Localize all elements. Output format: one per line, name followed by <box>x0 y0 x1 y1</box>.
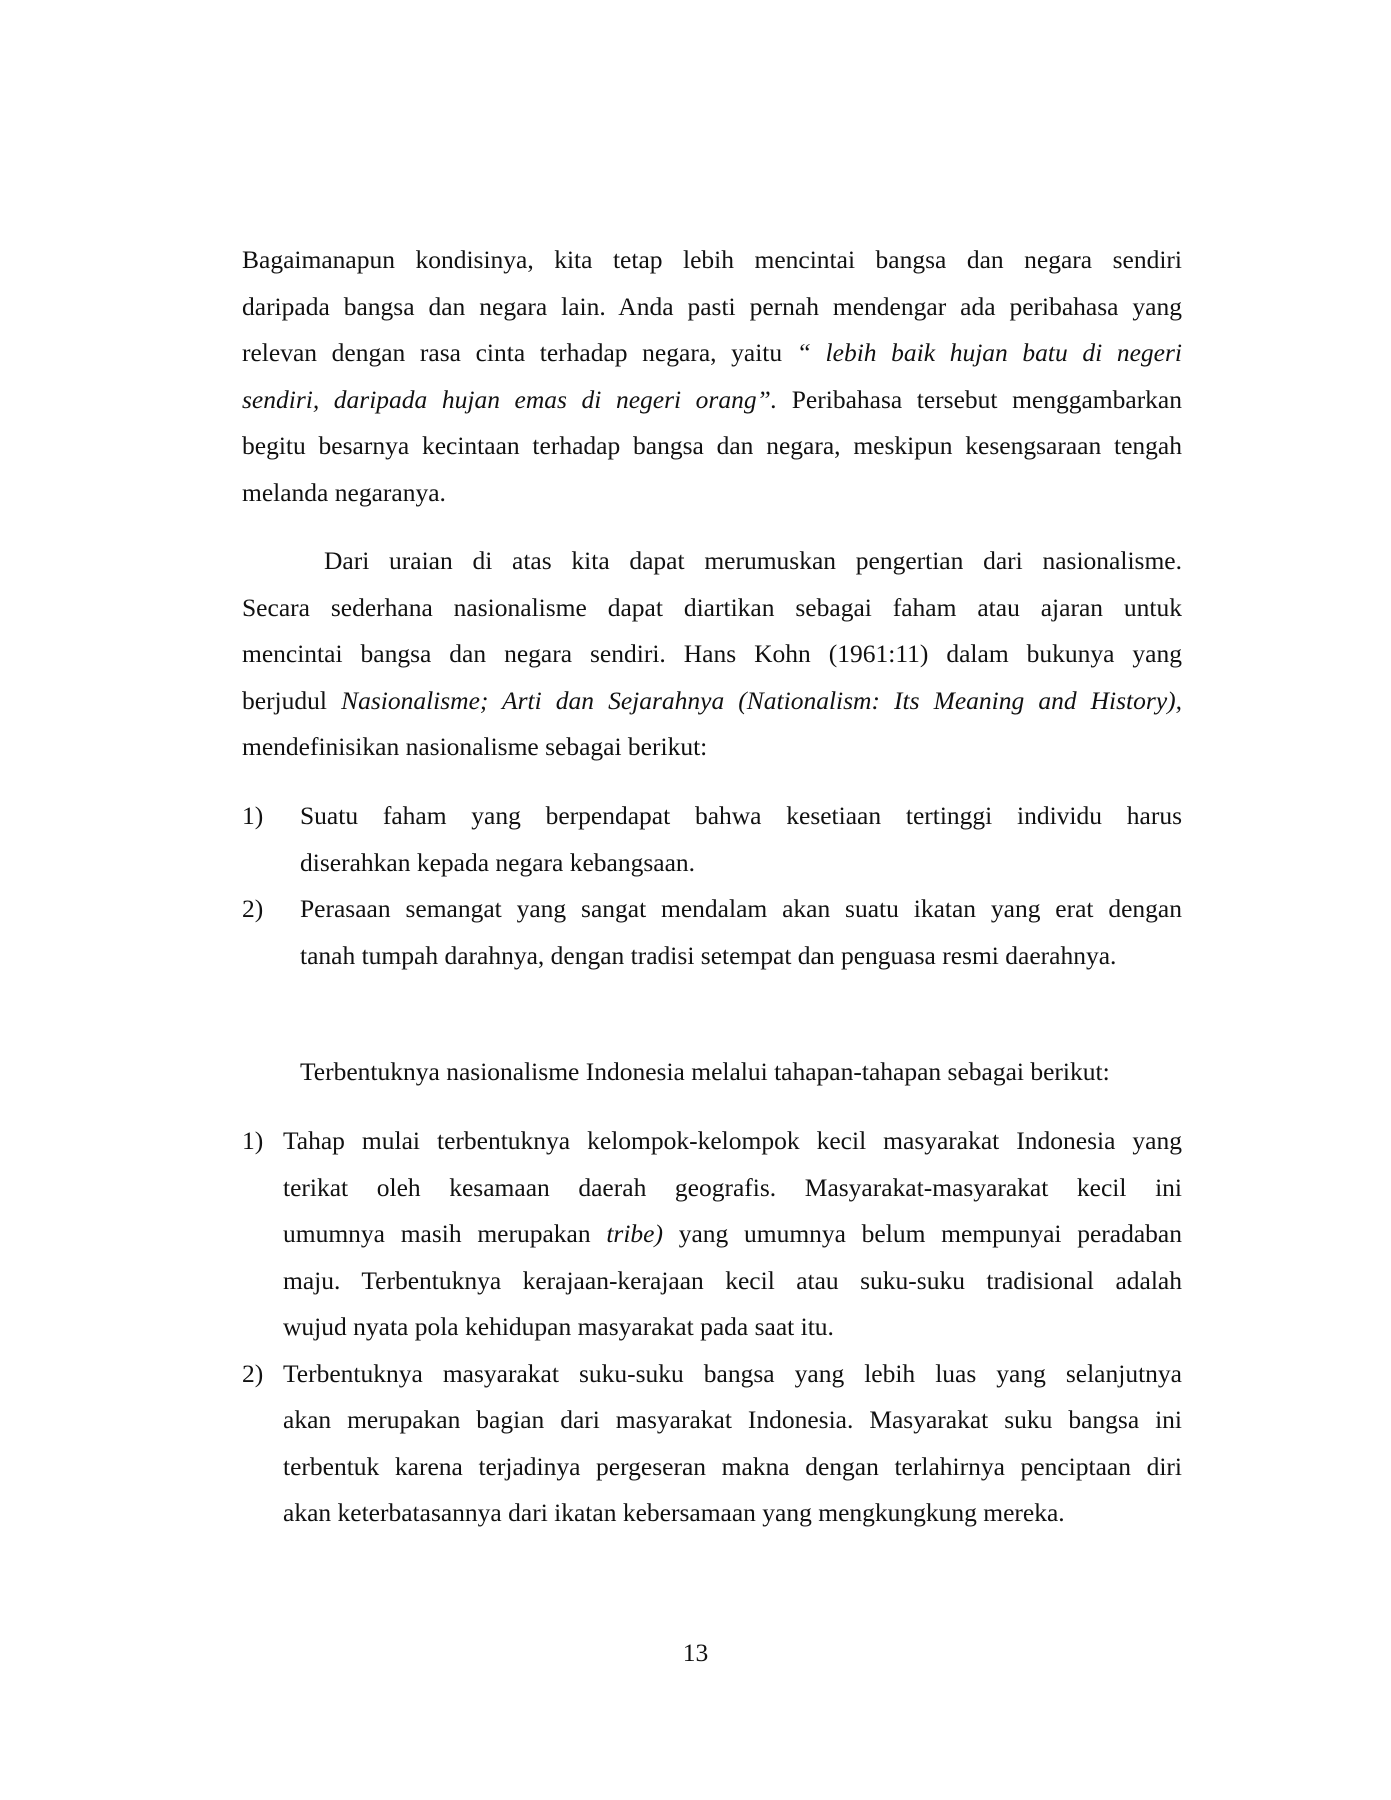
text-line <box>242 377 1182 424</box>
text-line <box>300 1049 1182 1096</box>
text-segment: Tahap mulai terbentuknya kelompok-kelompok kecil masyarakat Indonesia yang <box>283 1126 1182 1155</box>
text-line <box>283 1258 1182 1305</box>
text-line <box>283 1444 1182 1491</box>
stages-list <box>242 1118 1182 1537</box>
paragraph-3 <box>300 1049 1182 1096</box>
list-number: 1) <box>242 1126 264 1155</box>
text-line <box>242 585 1182 632</box>
text-line <box>300 793 1182 840</box>
list-item-text <box>283 1351 1182 1537</box>
text-line <box>300 840 1182 887</box>
text-segment: wujud nyata pola kehidupan masyarakat pada saat itu. <box>283 1312 834 1341</box>
text-line <box>242 330 1182 377</box>
text-line <box>300 933 1182 980</box>
text-segment: melanda negaranya. <box>242 477 446 507</box>
text-segment: akan keterbatasannya dari ikatan kebersamaan yang mengkungkung mereka. <box>283 1498 1065 1527</box>
text-line <box>242 538 1182 585</box>
list-item-text <box>283 1118 1182 1351</box>
text-line <box>300 886 1182 933</box>
text-segment: mendefinisikan nasionalisme sebagai berikut: <box>242 732 708 761</box>
list-number: 2) <box>242 894 264 923</box>
text-line <box>283 1351 1182 1398</box>
text-segment: Terbentuknya nasionalisme Indonesia melalui tahapan-tahapan sebagai berikut: <box>300 1057 1110 1086</box>
text-line <box>242 631 1182 678</box>
text-line <box>242 470 1182 517</box>
text-segment: maju. Terbentuknya kerajaan-kerajaan kecil atau suku-suku tradisional adalah <box>283 1265 1182 1295</box>
text-segment: Peribahasa tersebut menggambarkan <box>777 384 1182 414</box>
list-item <box>242 886 1182 979</box>
text-segment: mencintai bangsa dan negara sendiri. Hans Kohn (1961:11) dalam bukunya yang <box>242 639 1182 668</box>
text-segment: yang umumnya belum mempunyai peradaban <box>662 1219 1182 1248</box>
list-item <box>242 793 1182 886</box>
italic-text: Nasionalisme; Arti dan Sejarahnya (Nationalism: Its Meaning and History), <box>341 685 1182 715</box>
text-segment: Suatu faham yang berpendapat bahwa kesetiaan tertinggi individu harus <box>300 801 1182 830</box>
text-line <box>242 284 1182 331</box>
paragraph-1 <box>242 237 1182 516</box>
text-line <box>283 1211 1182 1258</box>
text-line <box>242 423 1182 470</box>
text-segment: Secara sederhana nasionalisme dapat diartikan sebagai faham atau ajaran untuk <box>242 592 1182 622</box>
text-segment: daripada bangsa dan negara lain. Anda pasti pernah mendengar ada peribahasa yang <box>242 291 1182 321</box>
list-item-text <box>300 886 1182 979</box>
italic-text: “ lebih baik hujan batu di negeri <box>796 338 1182 367</box>
text-segment: relevan dengan rasa cinta terhadap negara, yaitu <box>242 338 797 367</box>
list-number: 1) <box>242 801 264 830</box>
italic-text: tribe) <box>606 1219 663 1248</box>
list-item-text <box>300 793 1182 886</box>
list-item <box>242 1351 1182 1537</box>
text-segment: Bagaimanapun kondisinya, kita tetap lebih mencintai bangsa dan negara sendiri <box>242 245 1182 274</box>
text-segment: Terbentuknya masyarakat suku-suku bangsa yang lebih luas yang selanjutnya <box>283 1358 1182 1388</box>
text-line <box>283 1118 1182 1165</box>
text-line <box>283 1397 1182 1444</box>
italic-text: sendiri, daripada hujan emas di negeri orang”. <box>242 384 778 414</box>
text-line <box>242 724 1182 771</box>
list-number: 2) <box>242 1358 264 1388</box>
text-line <box>283 1165 1182 1212</box>
text-segment: tanah tumpah darahnya, dengan tradisi setempat dan penguasa resmi daerahnya. <box>300 940 1117 970</box>
text-segment: umumnya masih merupakan <box>283 1219 607 1248</box>
text-segment: berjudul <box>242 685 342 715</box>
text-line <box>242 237 1182 284</box>
text-segment: Dari uraian di atas kita dapat merumuskan pengertian dari nasionalisme. <box>324 546 1182 575</box>
paragraph-2 <box>242 538 1182 771</box>
text-segment: diserahkan kepada negara kebangsaan. <box>300 847 696 877</box>
list-item <box>242 1118 1182 1351</box>
text-segment: akan merupakan bagian dari masyarakat Indonesia. Masyarakat suku bangsa ini <box>283 1405 1182 1434</box>
text-segment: begitu besarnya kecintaan terhadap bangsa dan negara, meskipun kesengsaraan tengah <box>242 431 1182 460</box>
text-segment: terbentuk karena terjadinya pergeseran makna dengan terlahirnya penciptaan diri <box>283 1451 1182 1481</box>
definition-list <box>242 793 1182 979</box>
text-line <box>283 1304 1182 1351</box>
page-number: 13 <box>682 1638 709 1667</box>
text-segment: terikat oleh kesamaan daerah geografis. Masyarakat-masyarakat kecil ini <box>283 1172 1182 1202</box>
text-segment: Perasaan semangat yang sangat mendalam akan suatu ikatan yang erat dengan <box>300 894 1182 923</box>
text-line <box>283 1490 1182 1537</box>
text-line <box>242 678 1182 725</box>
